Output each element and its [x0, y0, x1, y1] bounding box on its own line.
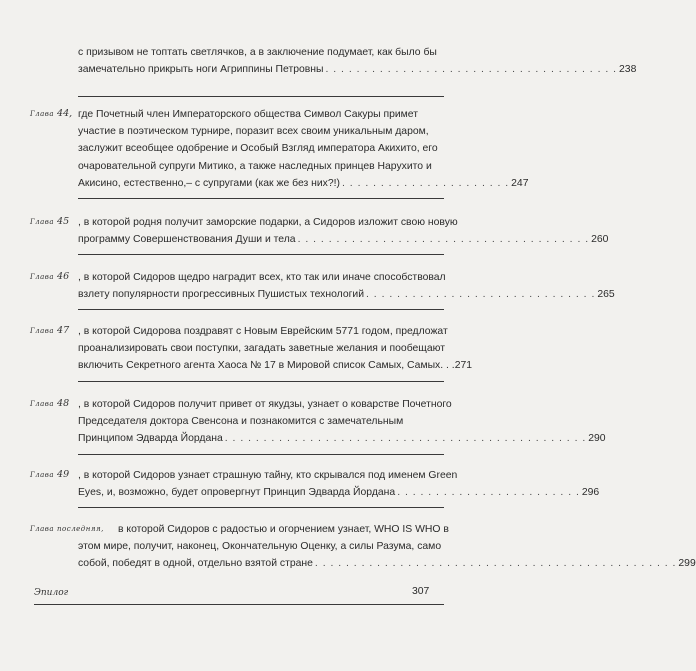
toc-last-line — [78, 175, 529, 192]
leader-dots: . . . . . . . . . . . . . . . . . . . . . . . . . . . . . . . . . . . . . . — [297, 234, 590, 246]
toc-last-line — [78, 357, 473, 374]
entry-divider — [78, 381, 444, 382]
toc-last-line — [78, 430, 606, 447]
chapter-label: Глава 48 — [30, 398, 70, 409]
entry-divider — [78, 507, 444, 508]
entry-divider — [78, 454, 444, 455]
toc-line: , в которой Сидоров узнает страшную тайну, кто скрывался под именем Green — [78, 470, 458, 481]
page-number: 299 — [678, 558, 696, 570]
entry-divider — [78, 254, 444, 255]
entry-divider — [78, 198, 444, 199]
toc-line: замечательно прикрыть ноги Агриппины Петровны — [78, 64, 324, 76]
entry-divider — [78, 309, 444, 310]
page-number: 247 — [511, 177, 529, 189]
leader-dots: . . . . . . . . . . . . . . . . . . . . . . . . . . . . . . . . . . . . . . . . . . . . . . . — [314, 558, 677, 570]
leader-dots: . . . . . . . . . . . . . . . . . . . . . . . . — [397, 487, 580, 499]
toc-line: программу Совершенствования Души и тела — [78, 234, 296, 246]
entry-divider — [78, 96, 444, 97]
toc-entry-text — [78, 396, 606, 448]
chapter-label: Глава 44, — [30, 108, 73, 119]
toc-line: собой, победят в одной, отдельно взятой стране — [78, 558, 313, 570]
toc-line: , в которой Сидоров получит привет от якудзы, узнает о коварстве Почетного — [78, 399, 452, 410]
toc-last-line — [78, 484, 600, 501]
chapter-label: Глава 47 — [30, 325, 70, 336]
toc-entry-text — [78, 214, 609, 248]
page-number: 290 — [588, 433, 606, 445]
toc-line: Eyes, и, возможно, будет опровергнут Принцип Эдварда Йордана — [78, 487, 396, 499]
toc-line: участие в поэтическом турнире, поразит всех своим уникальным даром, — [78, 126, 429, 138]
toc-line: с призывом не топтать светлячков, а в заключение подумает, как было бы — [78, 47, 437, 58]
leader-dots: . . . . . . . . . . . . . . . . . . . . . . . . . . . . . . . . . . . . . . . . . . . . . . . — [224, 433, 587, 445]
toc-entry-text — [78, 106, 529, 192]
leader-dots: . . . . . . . . . . . . . . . . . . . . . . — [342, 177, 510, 189]
page-number: 265 — [597, 289, 615, 301]
toc-last-line — [78, 61, 637, 78]
toc-line: включить Секретного агента Хаоса № 17 в Мировой список Самых, Самых. . . — [78, 360, 455, 372]
toc-line: в которой Сидоров с радостью и огорчением узнает, WHO IS WHO в — [118, 524, 449, 535]
toc-entry-text — [118, 521, 449, 538]
toc-line: где Почетный член Императорского общества Символ Сакуры примет — [78, 109, 419, 120]
toc-last-line — [78, 286, 615, 303]
epilogue-divider — [34, 604, 444, 605]
toc-entry-text — [78, 44, 637, 78]
toc-line: , в которой родня получит заморские подарки, а Сидоров изложит свою новую — [78, 217, 458, 228]
page-number: 260 — [591, 234, 609, 246]
page-number: 238 — [619, 64, 637, 76]
chapter-label: Глава последняя, — [30, 525, 104, 533]
toc-line: этом мире, получит, наконец, Окончательную Оценку, а силы Разума, само — [78, 541, 442, 553]
leader-dots: . . . . . . . . . . . . . . . . . . . . . . . . . . . . . . . . . . . . . . — [325, 64, 618, 76]
page-number: 271 — [454, 360, 473, 372]
toc-last-line — [78, 231, 609, 248]
toc-line: Акисино, естественно,– с супругами (как же без них?!) — [78, 177, 341, 189]
toc-entry-text — [78, 269, 615, 303]
chapter-label: Глава 45 — [30, 216, 70, 227]
toc-entry-text-cont — [78, 538, 696, 572]
chapter-label: Глава 46 — [30, 271, 70, 282]
page-number: 296 — [581, 487, 600, 499]
toc-line: взлету популярности прогрессивных Пушистых технологий — [78, 289, 365, 301]
toc-line: очаровательной супруги Митико, а также наследных принцев Нарухито и — [78, 160, 432, 172]
toc-line: заслужит всеобщее одобрение и Особый Взгляд императора Акихито, его — [78, 143, 438, 155]
toc-line: Председателя доктора Свенсона и познакомится с замечательным — [78, 416, 404, 428]
epilogue-label: Эпилог — [34, 588, 69, 598]
chapter-label: Глава 49 — [30, 469, 70, 480]
leader-dots: . . . . . . . . . . . . . . . . . . . . . . . . . . . . . . — [366, 289, 596, 301]
toc-line: , в которой Сидорова поздравят с Новым Еврейским 5771 годом, предложат — [78, 326, 448, 337]
toc-entry-text — [78, 323, 473, 375]
toc-entry-text — [78, 467, 600, 501]
toc-line: проанализировать свои поступки, загадать заветные желания и пообещают — [78, 343, 445, 355]
toc-line: Принципом Эдварда Йордана — [78, 433, 223, 445]
epilogue-page-number: 307 — [412, 586, 430, 597]
toc-last-line — [78, 555, 696, 572]
toc-line: , в которой Сидоров щедро наградит всех, кто так или иначе способствовал — [78, 272, 446, 283]
